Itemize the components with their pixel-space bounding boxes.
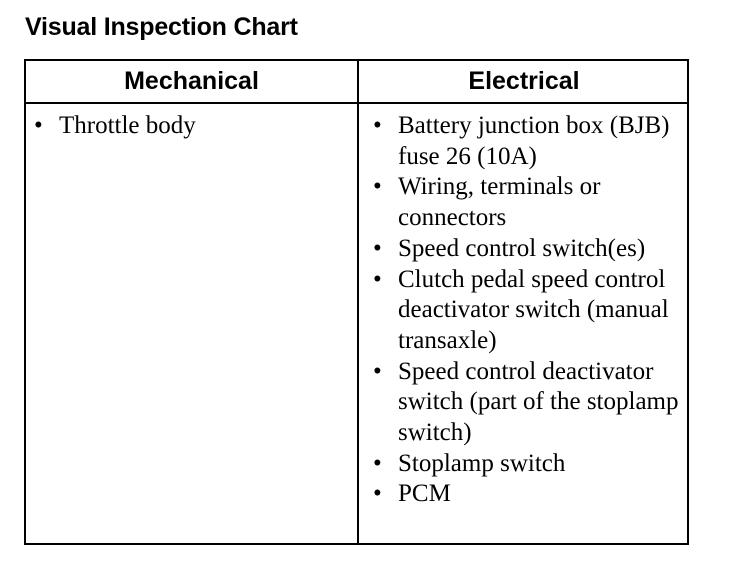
list-item — [373, 449, 685, 480]
list-item-text: Stoplamp switch — [398, 449, 566, 477]
list-item — [373, 234, 685, 265]
list-item — [373, 172, 685, 233]
inspection-table — [24, 59, 689, 545]
table-header-row — [26, 61, 687, 104]
list-item-text: Battery junction box (BJB) fuse 26 (10A) — [398, 112, 670, 170]
bullet-icon: • — [373, 234, 382, 262]
mechanical-list — [34, 111, 352, 142]
chart-title: Visual Inspection Chart — [25, 13, 298, 41]
list-item-text: Speed control switch(es) — [398, 234, 646, 262]
list-item — [373, 265, 685, 357]
bullet-icon: • — [34, 112, 43, 139]
list-item-text: Speed control deactivator switch (part of the stoplamp switch) — [398, 357, 679, 447]
list-item-text: Throttle body — [59, 112, 196, 139]
list-item — [373, 111, 685, 172]
list-item-text: Wiring, terminals or connectors — [398, 173, 601, 232]
list-item-text: Clutch pedal speed control deactivator switch (manual transaxle) — [398, 265, 669, 354]
electrical-list — [373, 111, 685, 510]
bullet-icon: • — [373, 449, 382, 477]
list-item-text: PCM — [398, 480, 451, 508]
electrical-header: Electrical — [468, 67, 580, 95]
list-item — [34, 111, 352, 142]
bullet-icon: • — [373, 112, 382, 139]
list-item — [373, 479, 685, 510]
bullet-icon: • — [373, 357, 382, 385]
list-item — [373, 357, 685, 449]
bullet-icon: • — [373, 265, 382, 293]
bullet-icon: • — [373, 173, 382, 201]
column-divider — [357, 61, 359, 543]
bullet-icon: • — [373, 480, 382, 508]
mechanical-header: Mechanical — [124, 67, 259, 95]
